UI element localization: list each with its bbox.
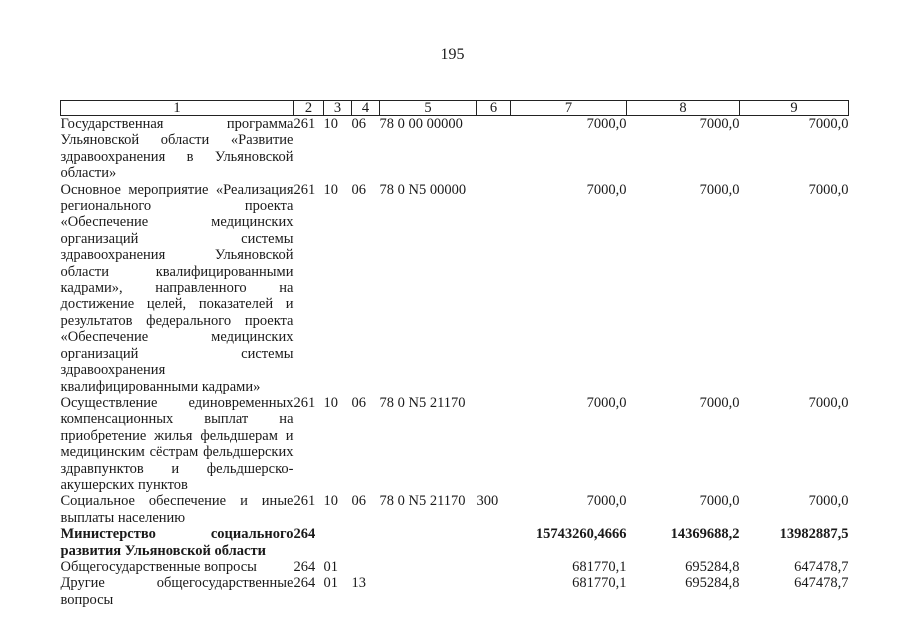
table-row bbox=[61, 575, 849, 608]
row-expense-type bbox=[477, 182, 511, 395]
row-subsection: 13 bbox=[351, 575, 366, 592]
row-value-col8: 7000,0 bbox=[699, 394, 740, 411]
header-col-6: 6 bbox=[477, 101, 511, 116]
row-grbs: 264 bbox=[293, 526, 316, 543]
row-subsection: 06 bbox=[351, 394, 366, 411]
row-name: Социальное обеспечение и иные выплаты населению bbox=[60, 493, 294, 526]
row-grbs: 261 bbox=[293, 181, 316, 198]
row-expense-type: 300 bbox=[476, 493, 499, 510]
row-grbs: 261 bbox=[293, 116, 316, 132]
row-expense-type bbox=[477, 395, 511, 493]
row-value-col7: 7000,0 bbox=[586, 394, 627, 411]
table-row bbox=[61, 116, 849, 182]
row-value-col8: 695284,8 bbox=[685, 575, 740, 592]
row-name: Государственная программа Ульяновской области «Развитие здравоохранения в Ульяновской области» bbox=[60, 116, 294, 182]
row-subsection bbox=[352, 559, 380, 575]
row-value-col8: 7000,0 bbox=[699, 116, 740, 132]
row-section: 01 bbox=[323, 575, 338, 592]
row-target-article: 78 0 N5 21170 bbox=[379, 394, 466, 411]
row-expense-type bbox=[477, 116, 511, 182]
row-expense-type bbox=[477, 559, 511, 575]
row-value-col9: 7000,0 bbox=[808, 394, 849, 411]
row-grbs: 264 bbox=[293, 558, 316, 575]
row-value-col8: 7000,0 bbox=[699, 493, 740, 510]
table-body bbox=[61, 116, 849, 609]
row-target-article: 78 0 00 00000 bbox=[379, 116, 463, 132]
row-expense-type bbox=[477, 575, 511, 608]
row-value-col8: 14369688,2 bbox=[670, 526, 740, 543]
row-target-article bbox=[380, 559, 477, 575]
row-name: Другие общегосударственные вопросы bbox=[60, 575, 294, 608]
row-name: Общегосударственные вопросы bbox=[60, 558, 257, 575]
row-name: Министерство социального развития Ульяновской области bbox=[60, 526, 294, 559]
row-section: 01 bbox=[323, 558, 338, 575]
row-section: 10 bbox=[323, 493, 338, 510]
table-row bbox=[61, 493, 849, 526]
row-target-article bbox=[380, 526, 477, 559]
row-target-article: 78 0 N5 21170 bbox=[379, 493, 466, 510]
row-value-col9: 7000,0 bbox=[808, 493, 849, 510]
row-target-article: 78 0 N5 00000 bbox=[379, 181, 467, 198]
row-value-col7: 15743260,4666 bbox=[535, 526, 627, 543]
row-value-col7: 7000,0 bbox=[586, 181, 627, 198]
header-row bbox=[61, 101, 849, 116]
row-grbs: 264 bbox=[293, 575, 316, 592]
page-number: 195 bbox=[440, 46, 465, 63]
row-value-col7: 7000,0 bbox=[586, 493, 627, 510]
row-value-col8: 7000,0 bbox=[699, 181, 740, 198]
row-value-col7: 7000,0 bbox=[586, 116, 627, 132]
row-name: Осуществление единовременных компенсационных выплат на приобретение жилья фельдшерам и медицинским сёстрам фельдшерских здравпунктов и фельдшерско-акушерских пунктов bbox=[60, 394, 294, 493]
row-section: 10 bbox=[323, 116, 338, 132]
header-col-7: 7 bbox=[511, 101, 627, 116]
row-value-col9: 647478,7 bbox=[794, 558, 849, 575]
row-subsection bbox=[352, 526, 380, 559]
header-col-1: 1 bbox=[61, 101, 294, 116]
table-row bbox=[61, 559, 849, 575]
table-row-ministry bbox=[61, 526, 849, 559]
row-name: Основное мероприятие «Реализация регионального проекта «Обеспечение медицинских организаций системы здравоохранения Ульяновской области квалифицированными кадрами», направленного на достижение целей, показателей и результатов федерального проекта «Обеспечение медицинских организаций системы здравоохранения квалифицированными кадрами» bbox=[60, 181, 294, 395]
row-value-col9: 7000,0 bbox=[808, 116, 849, 132]
row-section: 10 bbox=[323, 394, 338, 411]
row-grbs: 261 bbox=[293, 493, 316, 510]
header-col-5: 5 bbox=[380, 101, 477, 116]
row-expense-type bbox=[477, 526, 511, 559]
row-value-col9: 647478,7 bbox=[794, 575, 849, 592]
row-value-col7: 681770,1 bbox=[572, 575, 627, 592]
row-target-article bbox=[380, 575, 477, 608]
row-section bbox=[324, 526, 352, 559]
table-header bbox=[61, 101, 849, 116]
header-col-2: 2 bbox=[294, 101, 324, 116]
row-subsection: 06 bbox=[351, 493, 366, 510]
row-subsection: 06 bbox=[351, 116, 366, 132]
table-row bbox=[61, 182, 849, 395]
header-col-3: 3 bbox=[324, 101, 352, 116]
row-value-col7: 681770,1 bbox=[572, 558, 627, 575]
header-col-8: 8 bbox=[627, 101, 740, 116]
row-grbs: 261 bbox=[293, 394, 316, 411]
row-section: 10 bbox=[323, 181, 338, 198]
row-value-col9: 13982887,5 bbox=[779, 526, 849, 543]
header-col-9: 9 bbox=[740, 101, 849, 116]
row-value-col9: 7000,0 bbox=[808, 181, 849, 198]
header-col-4: 4 bbox=[352, 101, 380, 116]
table-row bbox=[61, 395, 849, 493]
budget-table bbox=[60, 100, 849, 608]
row-value-col8: 695284,8 bbox=[685, 558, 740, 575]
row-subsection: 06 bbox=[351, 181, 366, 198]
